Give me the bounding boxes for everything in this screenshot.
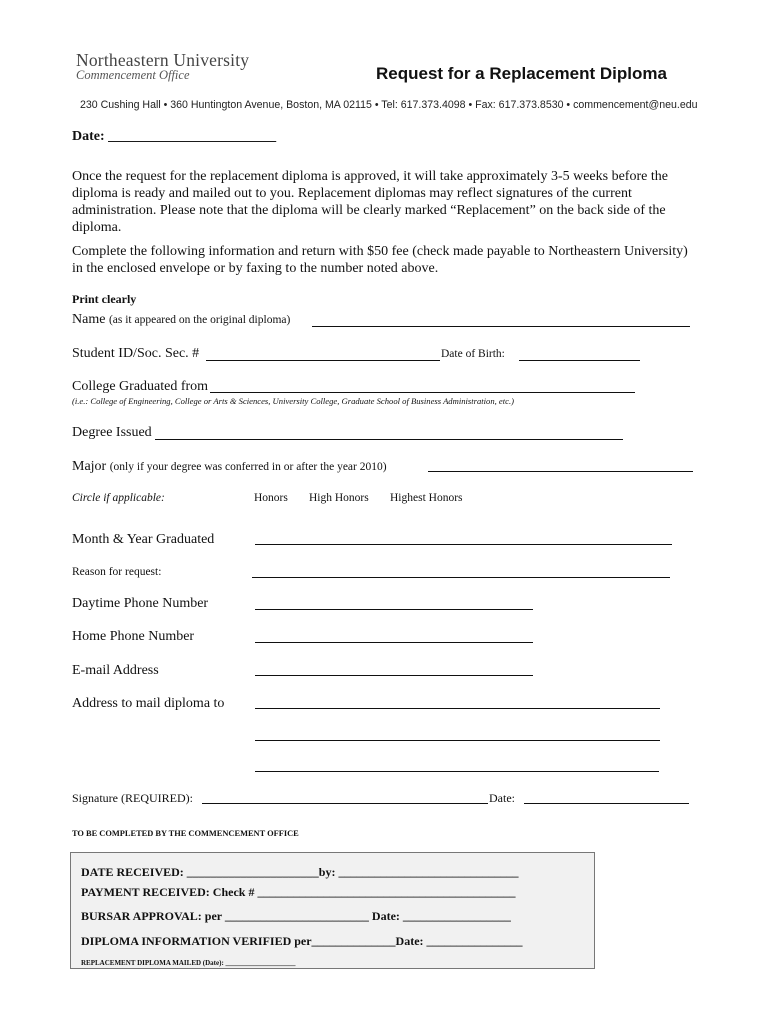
college-label: College Graduated from — [72, 379, 209, 394]
high-honors-option[interactable]: High Honors — [309, 492, 369, 504]
major-hint: (only if your degree was conferred in or after the year 2010) — [109, 461, 387, 473]
signature-label: Signature (REQUIRED): — [72, 791, 193, 805]
circle-if-applicable-label: Circle if applicable: — [72, 492, 165, 504]
signature-input-line[interactable] — [202, 803, 488, 804]
home-phone-input-line[interactable] — [255, 642, 533, 643]
signature-date-input-line[interactable] — [524, 803, 689, 804]
month-year-label: Month & Year Graduated — [72, 532, 215, 547]
email-label: E-mail Address — [72, 663, 159, 678]
signature-date-label: Date: — [489, 791, 515, 805]
month-year-input-line[interactable] — [255, 544, 672, 545]
university-logo-name: Northeastern University — [76, 50, 250, 70]
degree-input-line[interactable] — [155, 439, 623, 440]
degree-label: Degree Issued — [72, 425, 152, 440]
office-section-heading: TO BE COMPLETED BY THE COMMENCEMENT OFFICE — [72, 829, 299, 838]
highest-honors-option[interactable]: Highest Honors — [390, 492, 463, 504]
office-diploma-verified[interactable]: DIPLOMA INFORMATION VERIFIED per______________Date: ________________ — [81, 934, 523, 948]
dob-input-line[interactable] — [519, 360, 640, 361]
dob-label: Date of Birth: — [441, 348, 505, 360]
mail-address-label: Address to mail diploma to — [72, 696, 225, 711]
daytime-phone-input-line[interactable] — [255, 609, 533, 610]
office-bursar-approval[interactable]: BURSAR APPROVAL: per ________________________ Date: __________________ — [81, 909, 511, 923]
reason-input-line[interactable] — [252, 577, 670, 578]
office-use-box — [70, 852, 595, 969]
intro-paragraph-1: Once the request for the replacement diploma is approved, it will take approximately 3-5 weeks before the diploma is ready and mailed out to you. Replacement diplomas may reflect signatures of the current administration. Please note that the diploma will be clearly marked “Replacement” on the back side of the diploma. — [72, 169, 668, 235]
honors-option[interactable]: Honors — [254, 492, 288, 504]
reason-label: Reason for request: — [72, 566, 162, 578]
student-id-input-line[interactable] — [206, 360, 440, 361]
name-label — [72, 312, 290, 328]
mail-address-line-3[interactable] — [255, 771, 659, 772]
date-field[interactable]: Date: ________________________ — [72, 129, 277, 144]
major-label-text: Major — [72, 459, 107, 474]
name-input-line[interactable] — [312, 326, 690, 327]
daytime-phone-label: Daytime Phone Number — [72, 596, 209, 611]
office-payment-received[interactable]: PAYMENT RECEIVED: Check # ___________________________________________ — [81, 885, 516, 899]
home-phone-label: Home Phone Number — [72, 629, 195, 644]
mail-address-line-2[interactable] — [255, 740, 660, 741]
university-logo-office: Commencement Office — [76, 68, 190, 82]
office-date-received[interactable]: DATE RECEIVED: ______________________by: ______________________________ — [81, 865, 519, 879]
office-diploma-mailed[interactable]: REPLACEMENT DIPLOMA MAILED (Date): ____________________ — [81, 959, 296, 967]
email-input-line[interactable] — [255, 675, 533, 676]
college-input-line[interactable] — [210, 392, 635, 393]
print-clearly-note: Print clearly — [72, 292, 137, 306]
mail-address-line-1[interactable] — [255, 708, 660, 709]
form-title: Request for a Replacement Diploma — [376, 64, 667, 83]
name-hint: (as it appeared on the original diploma) — [108, 314, 291, 326]
name-label-text: Name — [72, 312, 106, 327]
student-id-label: Student ID/Soc. Sec. # — [72, 346, 200, 361]
office-address-line: 230 Cushing Hall • 360 Huntington Avenue, Boston, MA 02115 • Tel: 617.373.4098 • Fax: 617.373.8530 • commencement@neu.edu — [80, 99, 698, 111]
college-hint: (i.e.: College of Engineering, College or Arts & Sciences, University College, Graduate School of Business Administration, etc.) — [72, 396, 514, 406]
intro-paragraph-2: Complete the following information and return with $50 fee (check made payable to Northeastern University) in the enclosed envelope or by faxing to the number noted above. — [72, 244, 688, 276]
major-label — [72, 459, 387, 475]
major-input-line[interactable] — [428, 471, 693, 472]
